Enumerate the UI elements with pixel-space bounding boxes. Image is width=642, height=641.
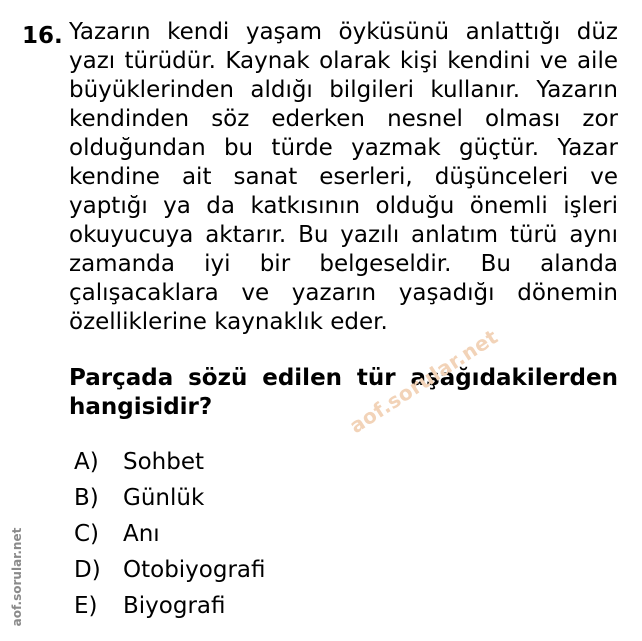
option-e-text: Biyografi	[123, 593, 226, 619]
option-e[interactable]	[74, 588, 266, 624]
option-b-text: Günlük	[123, 485, 205, 511]
side-watermark: aof.sorular.net	[10, 527, 24, 627]
option-c-text: Anı	[123, 521, 160, 547]
center-watermark: aof.sorular.net	[345, 324, 503, 439]
option-d-letter: D)	[74, 557, 101, 583]
option-e-letter: E)	[74, 593, 98, 619]
question-passage: Yazarın kendi yaşam öyküsünü anlattığı düz yazı türüdür. Kaynak olarak kişi kendini ve aile büyüklerinden aldığı bilgileri kullanır. Yazarın kendinden söz ederken nesnel olması zor olduğundan bu türde yazmak güçtür. Yazar kendine ait sanat eserleri, düşünceleri ve yaptığı ya da katkısının olduğu önemli işleri okuyucuya aktarır. Bu yazılı anlatım türü aynı zamanda iyi bir belgeseldir. Bu alanda çalışacaklara ve yazarın yaşadığı dönemin özelliklerine kaynaklık eder.	[69, 19, 618, 335]
option-d[interactable]	[74, 552, 266, 588]
option-a-text: Sohbet	[123, 449, 205, 475]
option-a[interactable]	[74, 444, 266, 480]
option-c-letter: C)	[74, 521, 100, 547]
option-b[interactable]	[74, 480, 266, 516]
question-number: 16.	[22, 23, 63, 49]
option-d-text: Otobiyografi	[123, 557, 266, 583]
option-c[interactable]	[74, 516, 266, 552]
option-a-letter: A)	[74, 449, 99, 475]
option-b-letter: B)	[74, 485, 99, 511]
question-stem: Parçada sözü edilen tür aşağıdakilerden hangisidir?	[69, 365, 618, 420]
answer-options	[74, 444, 266, 624]
